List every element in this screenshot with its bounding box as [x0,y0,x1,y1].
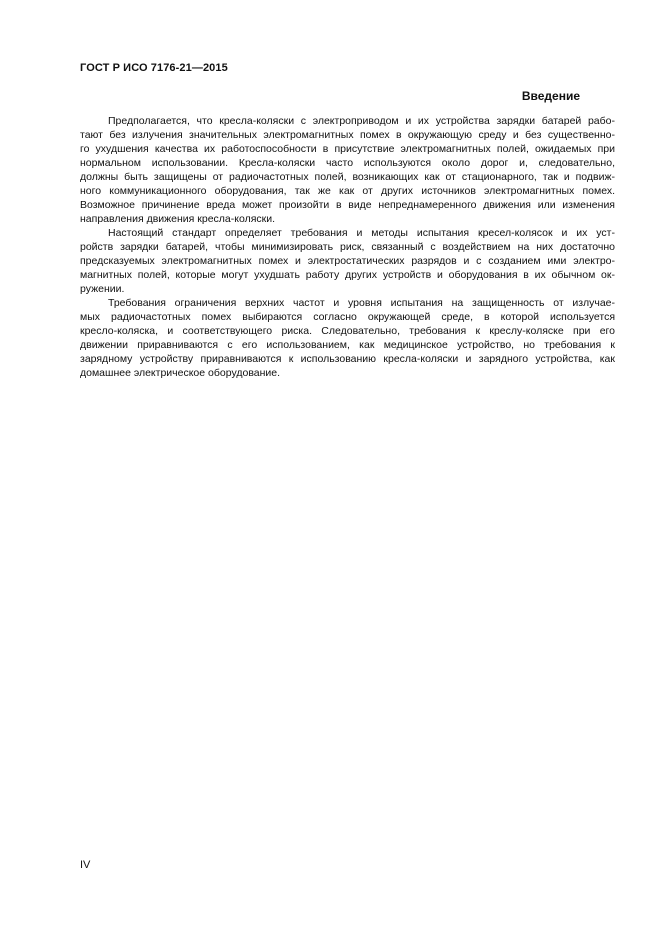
text-line: кресло-коляска, и соответствующего риска. Следовательно, требования к креслу-коляске при его [80,325,615,337]
text-line: зарядному устройству приравниваются к использованию кресла-коляски и зарядного устройства, как [80,353,615,365]
text-line: должны быть защищены от радиочастотных полей, возникающих как от стационарного, так и подвиж- [80,171,615,183]
text-line: Настоящий стандарт определяет требования и методы испытания кресел-колясок и их уст- [108,227,615,239]
text-line: предсказуемых электромагнитных помех и электростатических разрядов и с созданием ими электро- [80,255,615,267]
text-line: тают без излучения значительных электромагнитных помех в окружающую среду и без существенно- [80,129,615,141]
page-number: IV [80,859,91,871]
text-line: Предполагается, что кресла-коляски с электроприводом и их устройства зарядки батарей рабо- [108,115,615,127]
text-line: ного коммуникационного оборудования, так же как от других источников электромагнитных помех. [80,185,615,197]
standard-code-header: ГОСТ Р ИСО 7176-21—2015 [80,62,228,74]
text-line: ружении. [80,283,125,295]
text-line: направления движения кресла-коляски. [80,213,276,225]
paragraph [80,114,615,226]
text-line: Возможное причинение вреда может произойти в виде непреднамеренного движения или изменения [80,199,615,211]
text-line: го ухудшения качества их работоспособности в присутствие электромагнитных полей, ожидаемых при [80,143,615,155]
text-line: нормальном использовании. Кресла-коляски часто используются около дорог и, следовательно, [80,157,615,169]
text-line: магнитных полей, которые могут ухудшать работу других устройств и оборудования в их обычном ок- [80,269,615,281]
text-line: мых радиочастотных помех выбираются согласно окружающей среде, в которой используется [80,311,615,323]
paragraph [80,226,615,296]
text-line: домашнее электрическое оборудование. [80,367,281,379]
section-body [80,114,615,380]
text-line: Требования ограничения верхних частот и уровня испытания на защищенность от излучае- [108,297,615,309]
text-line: движении приравниваются с его использованием, как медицинское устройство, но требования к [80,339,615,351]
paragraph [80,296,615,380]
section-title: Введение [521,89,580,103]
text-line: ройств зарядки батарей, чтобы минимизировать риск, связанный с воздействием на них достаточно [80,241,615,253]
